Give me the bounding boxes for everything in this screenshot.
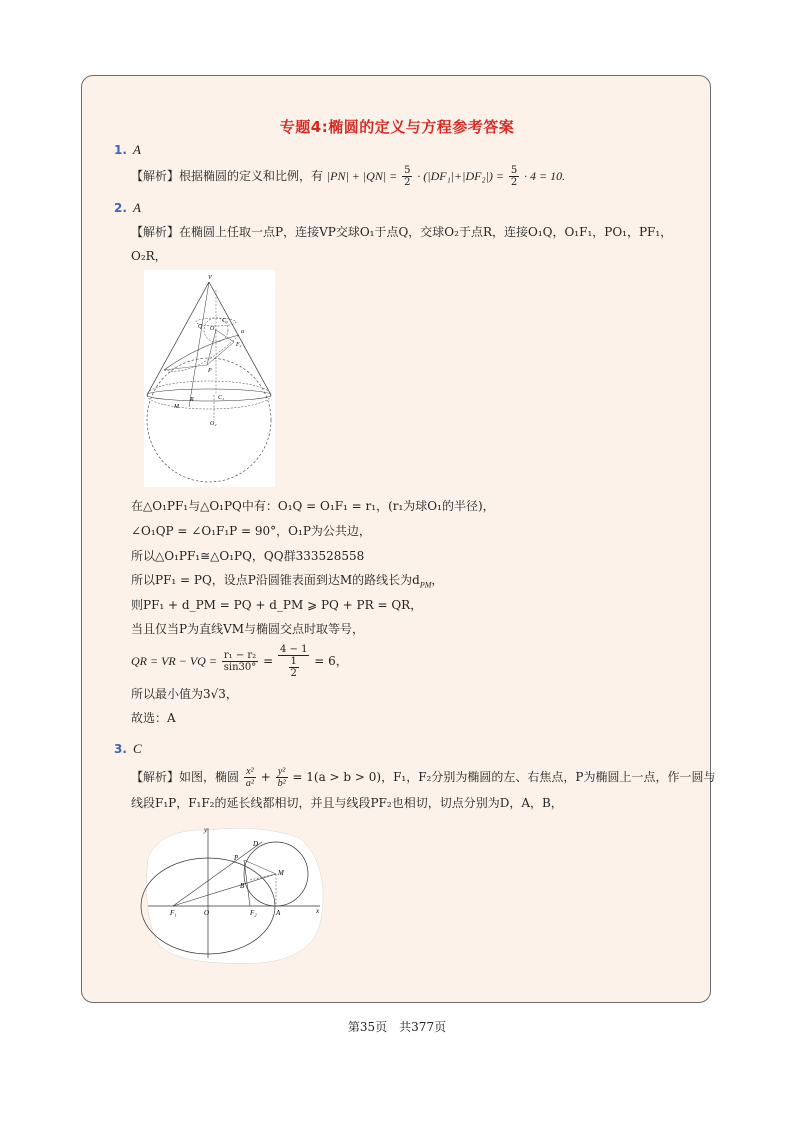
frac-num: x² [244, 766, 256, 778]
frac-num: 1 [290, 656, 297, 667]
solution-3-line-1 [131, 766, 715, 789]
solution-2-step-1: 在△O₁PF₁与△O₁PQ中有：O₁Q = O₁F₁ = r₁，(r₁为球O₁的半径)， [131, 499, 495, 513]
step-4-sub: PM [419, 580, 432, 590]
step-4-text: 所以PF₁ = PQ，设点P沿圆锥表面到达M的路线长为d [131, 573, 420, 587]
solution-2-step-8: 所以最小值为3√3， [131, 687, 238, 701]
fraction-r1-r2 [222, 650, 259, 673]
label-a: a [241, 329, 244, 335]
fraction-x2-a2 [244, 766, 256, 789]
label-d: D [253, 840, 259, 848]
label-y: y [204, 826, 208, 834]
solution-1-expr-a: |PN| + |QN| = [326, 169, 398, 183]
question-number-1: 1. [114, 143, 127, 157]
solution-3-prefix: 【解析】如图，椭圆 [131, 770, 240, 784]
step-7-lhs: QR = VR − VQ = [131, 654, 217, 668]
ellipse-tangent-circle-figure [140, 818, 330, 968]
answer-3: C [133, 741, 142, 756]
frac-num: 4 − 1 [280, 644, 308, 655]
label-b: B [240, 882, 245, 890]
label-c2: C₂ [222, 318, 229, 324]
fraction-1-2 [289, 656, 299, 679]
step-4-end: ， [431, 573, 444, 587]
solution-2-step-4 [131, 572, 443, 593]
label-o2: O₂ [210, 421, 217, 427]
frac-den: sin30° [223, 662, 257, 673]
frac-num: y² [276, 766, 288, 778]
label-f2: F₂ [250, 909, 257, 917]
solution-2-step-5: 则PF₁ + d_PM = PQ + d_PM ⩾ PQ + PR = QR， [131, 598, 423, 612]
label-m: M [278, 869, 284, 877]
solution-2-step-9: 故选：A [131, 711, 176, 725]
label-c1: C₁ [218, 395, 225, 401]
label-p: P [208, 368, 212, 374]
label-p: P [234, 854, 239, 862]
frac-den: a² [245, 778, 254, 789]
solution-1-expr-b: · (|DF₁|+|DF₂|) = [417, 169, 504, 183]
fraction-3-half [278, 644, 309, 679]
frac-den: b² [277, 778, 286, 789]
solution-1-prefix: 【解析】根据椭圆的定义和比例，有 [131, 169, 324, 183]
solution-1 [131, 165, 565, 188]
frac-den: 2 [404, 177, 411, 188]
step-7-eq: = [263, 654, 274, 668]
frac-num: r₁ − r₂ [222, 650, 259, 662]
label-f1: F₁ [170, 909, 177, 917]
label-v: V [208, 275, 212, 281]
frac-num: 5 [404, 165, 411, 176]
solution-1-expr-c: · 4 = 10. [524, 169, 566, 183]
step-7-end: = 6， [314, 654, 348, 668]
solution-2-line-2: O₂R， [131, 249, 167, 263]
frac-den [278, 656, 309, 679]
page-footer: 第35页 共377页 [347, 1020, 447, 1034]
label-a: A [276, 909, 281, 917]
fraction-5-2 [402, 165, 412, 188]
fraction-y2-b2 [276, 766, 288, 789]
label-r: R [190, 397, 194, 403]
solution-3-rest: = 1(a > b > 0)，F₁，F₂分别为椭圆的左、右焦点，P为椭圆上一点，作一圆与 [292, 770, 716, 784]
page-title: 专题4:椭圆的定义与方程参考答案 [279, 118, 515, 136]
solution-2-step-2: ∠O₁QP = ∠O₁F₁P = 90°，O₁P为公共边， [131, 524, 371, 538]
label-x: x [316, 907, 320, 915]
label-o: O [204, 909, 210, 917]
frac-num: 5 [510, 165, 518, 176]
frac-den: 2 [290, 668, 297, 679]
frac-den: 2 [510, 177, 518, 188]
solution-2-step-6: 当且仅当P为直线VM与椭圆交点时取等号， [131, 622, 365, 636]
solution-2-step-7 [131, 644, 348, 679]
fraction-5-2-b [509, 165, 519, 188]
answer-2: A [133, 200, 141, 215]
label-q: Q [198, 324, 203, 330]
cone-sphere-figure [144, 270, 275, 487]
label-m: M [174, 404, 179, 410]
question-number-3: 3. [114, 742, 127, 756]
solution-2-line-1: 【解析】在椭圆上任取一点P，连接VP交球O₁于点Q，交球O₂于点R，连接O₁Q，O₁F₁，PO₁，PF₁， [131, 225, 673, 239]
question-number-2: 2. [114, 201, 127, 215]
label-f1: F₁ [236, 342, 242, 348]
solution-2-step-3: 所以△O₁PF₁≅△O₁PQ，QQ群333528558 [131, 549, 365, 563]
label-o1: O₁ [210, 326, 217, 332]
answer-1: A [133, 142, 141, 157]
plus-sign: + [260, 770, 271, 784]
solution-3-line-2: 线段F₁P，F₁F₂的延长线都相切，并且与线段PF₂也相切，切点分别为D，A，B， [131, 796, 563, 810]
